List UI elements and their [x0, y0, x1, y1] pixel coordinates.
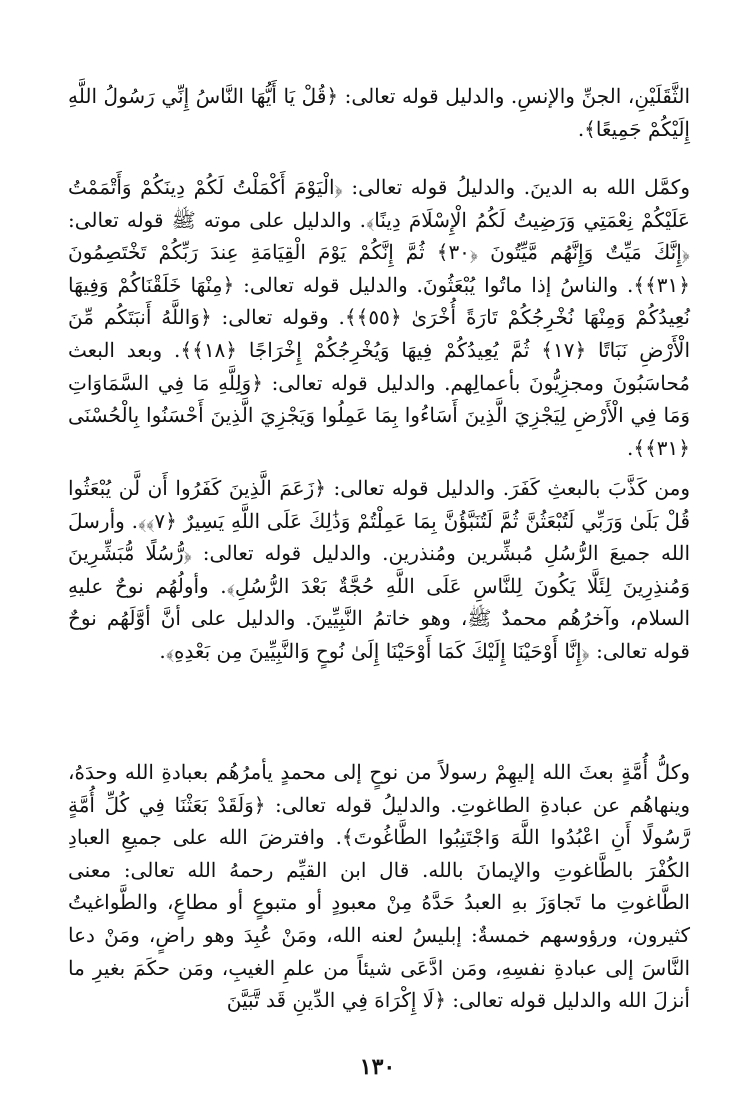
paragraph-text: الثَّقَلَيْنِ، الجنِّ والإنسِ. والدليل قوله تعالى: ﴿قُلْ يَا أَيُّهَا النَّاسُ إِنِّي رَسُولُ اللَّهِ إِلَيْكُمْ جَمِيعًا﴾.	[68, 84, 690, 141]
paragraph-text: ومن كَذَّبَ بالبعثِ كَفَرَ. والدليل قوله تعالى: ﴿زَعَمَ الَّذِينَ كَفَرُوا أَن لَّن يُبْعَثُوا قُلْ بَلَىٰ وَرَبِّي لَتُبْعَثُنَّ ثُمَّ لَتُنَبَّؤُنَّ بِمَا عَمِلْتُمْ وَذَٰلِكَ عَلَى اللَّهِ يَسِيرٌ ﴿٧﴾﴾. وأرسلَ الله جميعَ الرُّسُلِ مُبشِّرين ومُنذرين. والدليل قوله تعالى: ﴿رُّسُلًا مُّبَشِّرِينَ وَمُنذِرِينَ لِئَلَّا يَكُونَ لِلنَّاسِ عَلَى اللَّهِ حُجَّةٌ بَعْدَ الرُّسُلِ﴾. وأولُهُم نوحٌ عليهِ السلام، وآخرُهُم محمدٌ ﷺ، وهو خاتمُ النَّبِيِّينَ. والدليل على أنَّ أوَّلَهُم نوحٌ قوله تعالى: ﴿إِنَّا أَوْحَيْنَا إِلَيْكَ كَمَا أَوْحَيْنَا إِلَىٰ نُوحٍ وَالنَّبِيِّينَ مِن بَعْدِهِ﴾.	[68, 476, 691, 663]
paragraph-1	[68, 80, 690, 145]
paragraph-2	[68, 171, 690, 464]
paragraph-text: وكمَّل الله به الدينَ. والدليلُ قوله تعالى: ﴿الْيَوْمَ أَكْمَلْتُ لَكُمْ دِينَكُمْ وَأَتْمَمْتُ عَلَيْكُمْ نِعْمَتِي وَرَضِيتُ لَكُمُ الْإِسْلَامَ دِينًا﴾. والدليل على موته ﷺ قوله تعالى: ﴿إِنَّكَ مَيِّتٌ وَإِنَّهُم مَّيِّتُونَ ﴿٣٠﴾ ثُمَّ إِنَّكُمْ يَوْمَ الْقِيَامَةِ عِندَ رَبِّكُمْ تَخْتَصِمُونَ ﴿٣١﴾﴾. والناسُ إذا ماتُوا يُبْعَثُونَ. والدليل قوله تعالى: ﴿مِنْهَا خَلَقْنَاكُمْ وَفِيهَا نُعِيدُكُمْ وَمِنْهَا نُخْرِجُكُمْ تَارَةً أُخْرَىٰ ﴿٥٥﴾﴾. وقوله تعالى: ﴿وَاللَّهُ أَنبَتَكُم مِّنَ الْأَرْضِ نَبَاتًا ﴿١٧﴾ ثُمَّ يُعِيدُكُمْ فِيهَا وَيُخْرِجُكُمْ إِخْرَاجًا ﴿١٨﴾﴾. وبعد البعث مُحاسَبُونَ ومجزِيُّونَ بأعمالِهم. والدليل قوله تعالى: ﴿وَلِلَّهِ مَا فِي السَّمَاوَاتِ وَمَا فِي الْأَرْضِ لِيَجْزِيَ الَّذِينَ أَسَاءُوا بِمَا عَمِلُوا وَيَجْزِيَ الَّذِينَ أَحْسَنُوا بِالْحُسْنَى ﴿٣١﴾﴾.	[68, 175, 690, 460]
page-number: ١٣٠	[359, 1054, 396, 1080]
paragraph-4	[68, 756, 690, 1017]
paragraph-text: وكلُّ أُمَّةٍ بعثَ الله إليهِمْ رسولاً من نوحٍ إلى محمدٍ يأمرُهُم بعبادةِ الله وحدَهُ، وينهاهُم عن عبادةِ الطاغوتِ. والدليلُ قوله تعالى: ﴿وَلَقَدْ بَعَثْنَا فِي كُلِّ أُمَّةٍ رَّسُولًا أَنِ اعْبُدُوا اللَّهَ وَاجْتَنِبُوا الطَّاغُوتَ﴾. وافترضَ الله على جميعِ العبادِ الكُفْرَ بالطَّاغوتِ والإيمانَ بالله. قال ابن القيِّم رحمهُ الله تعالى: معنى الطَّاغوتِ ما تَجاوَزَ بهِ العبدُ حَدَّهُ مِنْ معبودٍ أو متبوعٍ أو مطاعٍ، والطَّواغيتُ كثيرون، ورؤوسهم خمسةٌ: إبليسُ لعنه الله، ومَنْ عُبِدَ وهو راضٍ، ومَنْ دعا النَّاسَ إلى عبادةِ نفسِهِ، ومَن ادَّعَى شيئاً من علمِ الغيبِ، ومَن حكَمَ بغيرِ ما أنزلَ الله والدليل قوله تعالى: ﴿لَا إِكْرَاهَ فِي الدِّينِ قَد تَّبَيَّنَ	[68, 760, 690, 1013]
paragraph-3	[68, 472, 690, 668]
